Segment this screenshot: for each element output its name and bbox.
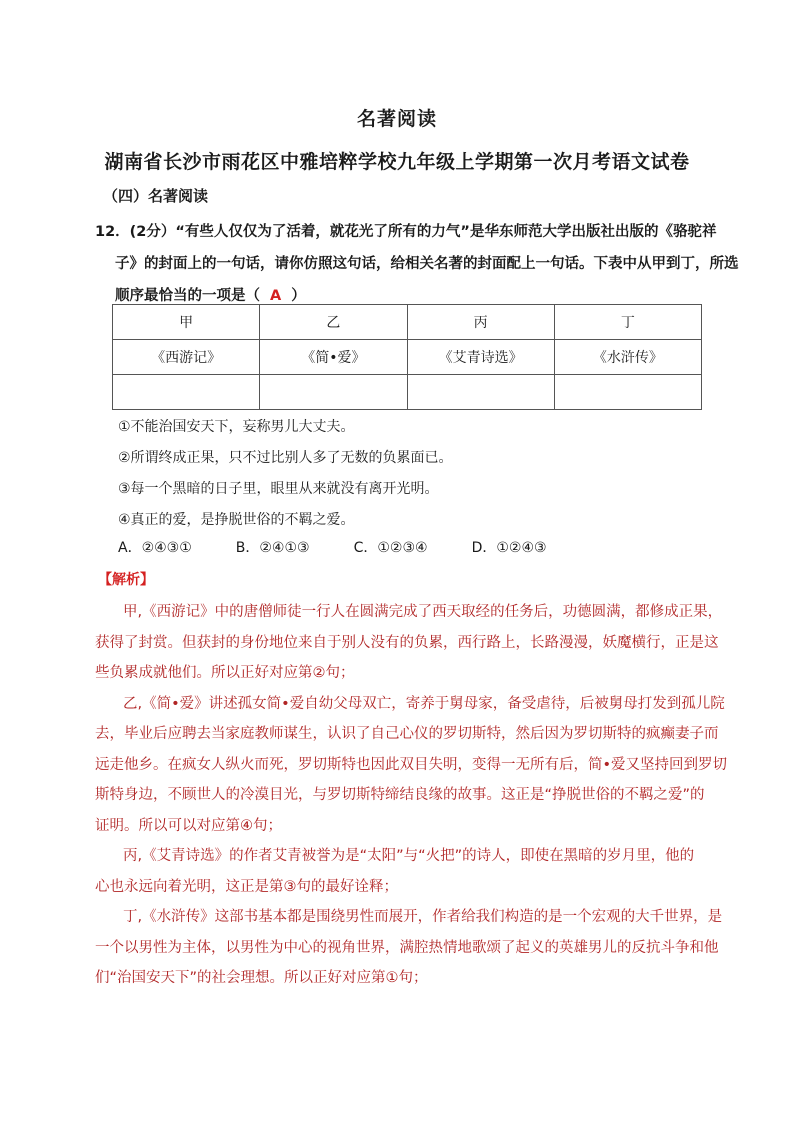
- analysis-line: 证明。所以可以对应第④句；: [95, 817, 282, 834]
- analysis-paragraph: [95, 902, 723, 994]
- matching-table: [112, 304, 702, 410]
- analysis-body: [95, 597, 728, 994]
- question-stem: [95, 216, 739, 312]
- sentence-option: ②所谓终成正果，只不过比别人多了无数的负累面已。: [118, 450, 453, 466]
- table-header-cell: 乙: [260, 305, 407, 340]
- analysis-line: 心也永远向着光明，这正是第③句的最好诠释；: [95, 878, 398, 895]
- analysis-line: 斯特身边，不顾世人的冷漠目光，与罗切斯特缔结良缘的故事。这正是“挣脱世俗的不羁之爱”的: [95, 787, 705, 803]
- analysis-paragraph: [95, 689, 728, 842]
- sentence-option: ④真正的爱，是挣脱世俗的不羁之爱。: [118, 512, 355, 528]
- question-line: 12．(2分）“有些人仅仅为了活着，就花光了所有的力气”是华东师范大学出版社出版的《骆驼祥: [95, 224, 717, 240]
- table-cell: 《简•爱》: [260, 340, 407, 375]
- section-heading: （四）名著阅读: [103, 187, 209, 205]
- analysis-line: 去，毕业后应聘去当家庭教师谋生，认识了自己心仪的罗切斯特，然后因为罗切斯特的疯癫妻子而: [95, 726, 719, 742]
- table-cell-blank: [407, 375, 554, 410]
- table-cell-blank: [554, 375, 701, 410]
- table-cell: 《水浒传》: [554, 340, 701, 375]
- analysis-paragraph: [95, 597, 723, 689]
- table-cell-blank: [260, 375, 407, 410]
- sentence-options: [118, 412, 453, 536]
- page-title: 名著阅读: [356, 108, 437, 130]
- sentence-option: ①不能治国安天下，妄称男儿大丈夫。: [118, 419, 355, 435]
- answer-letter: A: [270, 288, 282, 304]
- analysis-line: 一个以男性为主体，以男性为中心的视角世界，满腔热情地歌颂了起义的英雄男儿的反抗斗争和他: [95, 939, 719, 956]
- analysis-line: 们“治国安天下”的社会理想。所以正好对应第①句；: [95, 970, 428, 986]
- table-header-row: [113, 305, 702, 340]
- answer-choices: [118, 537, 591, 557]
- question-prompt-end: ）: [291, 288, 306, 304]
- analysis-line: 丙,《艾青诗选》的作者艾青被誉为是“太阳”与“火把”的诗人，即使在黑暗的岁月里，他的: [123, 848, 695, 864]
- question-line: 子》的封面上的一句话，请你仿照这句话，给相关名著的封面配上一句话。下表中从甲到丁，所选: [115, 256, 739, 272]
- table-header-cell: 甲: [113, 305, 260, 340]
- analysis-line: 获得了封赏。但获封的身份地位来自于别人没有的负累，西行路上，长路漫漫，妖魔横行，正是这: [95, 634, 719, 651]
- analysis-line: 甲,《西游记》中的唐僧师徒一行人在圆满完成了西天取经的任务后，功德圆满，都修成正果，: [123, 604, 723, 620]
- analysis-paragraph: [95, 841, 705, 902]
- table-cell: 《艾青诗选》: [407, 340, 554, 375]
- analysis-line: 丁,《水浒传》这部书基本都是围绕男性而展开，作者给我们构造的是一个宏观的大千世界，是: [123, 909, 723, 925]
- exam-title: 湖南省长沙市雨花区中雅培粹学校九年级上学期第一次月考语文试卷: [104, 151, 690, 173]
- analysis-line: 些负累成就他们。所以正好对应第②句；: [95, 665, 355, 681]
- choice-b: B．②④①③: [235, 540, 310, 556]
- table-cell-blank: [113, 375, 260, 410]
- choice-d: D．①②④③: [471, 540, 547, 556]
- table-header-cell: 丙: [407, 305, 554, 340]
- table-row: [113, 375, 702, 410]
- choice-a: A．②④③①: [118, 540, 192, 556]
- analysis-line: 远走他乡。在疯女人纵火而死，罗切斯特也因此双目失明，变得一无所有后，简•爱又坚持回到罗切: [95, 756, 728, 773]
- choice-c: C．①②③④: [353, 540, 428, 556]
- analysis-line: 乙,《简•爱》讲述孤女简•爱自幼父母双亡，寄养于舅母家，备受虐待，后被舅母打发到孤儿院: [123, 695, 725, 712]
- table-header-cell: 丁: [554, 305, 701, 340]
- question-prompt: 顺序最恰当的一项是（: [115, 288, 260, 304]
- sentence-option: ③每一个黑暗的日子里，眼里从来就没有离开光明。: [118, 481, 439, 497]
- table-row: [113, 340, 702, 375]
- table-cell: 《西游记》: [113, 340, 260, 375]
- analysis-label: 【解析】: [98, 572, 154, 588]
